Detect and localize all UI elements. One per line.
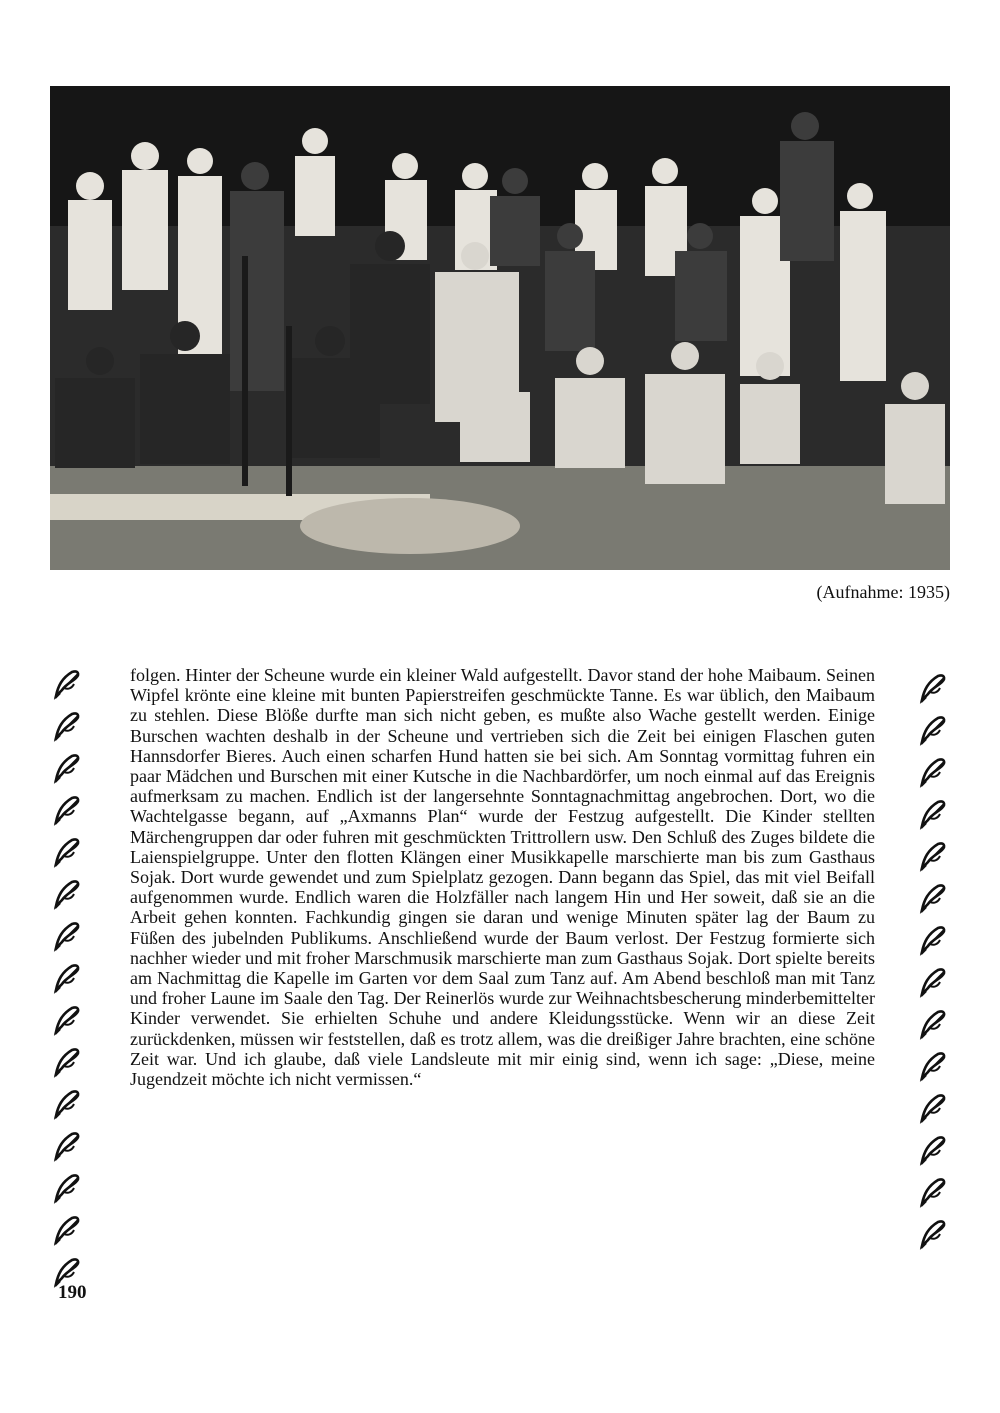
leaf-ornament-icon xyxy=(52,1004,82,1036)
leaf-ornament-icon xyxy=(52,752,82,784)
leaf-ornament-icon xyxy=(52,962,82,994)
leaf-ornament-icon xyxy=(918,840,948,872)
leaf-ornament-icon xyxy=(918,1092,948,1124)
group-photo xyxy=(50,86,950,570)
body-text xyxy=(130,665,875,1089)
leaf-ornament-icon xyxy=(918,714,948,746)
leaf-ornament-icon xyxy=(52,1214,82,1246)
leaf-ornament-icon xyxy=(918,672,948,704)
leaf-ornament-icon xyxy=(918,1050,948,1082)
leaf-ornament-icon xyxy=(918,1176,948,1208)
leaf-ornament-icon xyxy=(918,924,948,956)
leaf-ornament-icon xyxy=(52,1046,82,1078)
leaf-ornament-icon xyxy=(918,1008,948,1040)
page-number: 190 xyxy=(58,1282,87,1303)
leaf-ornament-icon xyxy=(918,882,948,914)
leaf-ornament-icon xyxy=(52,1172,82,1204)
leaf-ornament-icon xyxy=(52,710,82,742)
leaf-ornament-icon xyxy=(918,756,948,788)
leaf-ornament-icon xyxy=(52,1130,82,1162)
leaf-ornament-icon xyxy=(52,1088,82,1120)
right-ornament-column xyxy=(918,672,950,1250)
leaf-ornament-icon xyxy=(52,794,82,826)
leaf-ornament-icon xyxy=(918,1218,948,1250)
leaf-ornament-icon xyxy=(918,966,948,998)
leaf-ornament-icon xyxy=(52,920,82,952)
leaf-ornament-icon xyxy=(52,878,82,910)
leaf-ornament-icon xyxy=(52,836,82,868)
left-ornament-column xyxy=(52,668,84,1288)
photo-caption: (Aufnahme: 1935) xyxy=(816,582,950,602)
leaf-ornament-icon xyxy=(918,1134,948,1166)
body-paragraph: folgen. Hinter der Scheune wurde ein kleiner Wald aufgestellt. Davor stand der hohe Maibaum. Seinen Wipfel krönte eine kleine mit bunten Papierstreifen geschmückte Tanne. Es war üblich, den Maibaum zu stehlen. Diese Blöße durfte man sich nicht geben, es mußte also Wache gestellt werden. Einige Burschen wachten deshalb in der Scheune und vertrieben sich die Zeit bei einigen Flaschen guten Hannsdorfer Bieres. Auch einen scharfen Hund hatten sie bei sich. Am Sonntag vormittag fuhren ein paar Mädchen und Burschen mit einer Kutsche in die Nachbardörfer, um noch einmal auf das Ereignis aufmerksam zu machen. Endlich ist der langersehnte Sonntagnachmittag angebrochen. Dort, wo die Wachtelgasse begann, auf „Axmanns Plan“ wurde der Festzug aufgestellt. Die Kinder stellten Märchengruppen dar oder fuhren mit geschmückten Trittrollern usw. Den Schluß des Zuges bildete die Laienspielgruppe. Unter den flotten Klängen einer Musikkapelle marschierte man bis zum Gasthaus Sojak. Dort wurde gewendet und zum Spielplatz gezogen. Dann begann das Spiel, das mit viel Beifall aufgenommen wurde. Endlich waren die Holzfäller nach langem Hin und Her soweit, daß sie an die Arbeit gehen konnten. Fachkundig gingen sie daran und wenige Minuten später lag der Baum zu Füßen des jubelnden Publikums. Anschließend wurde der Baum verlost. Der Festzug formierte sich nachher wieder und mit froher Marschmusik marschierte man zum Gasthaus Sojak. Dort spielte bereits am Nachmittag die Kapelle im Garten vor dem Saal zum Tanz auf. Am Abend beschloß man mit Tanz und froher Laune im Saale den Tag. Der Reinerlös wurde zur Weihnachtsbescherung minderbemittelter Kinder verwendet. Sie erhielten Schuhe und andere Kleidungsstücke. Wenn wir an diese Zeit zurückdenken, müssen wir feststellen, daß es trotz allem, was die dreißiger Jahre brachten, eine schöne Zeit war. Und ich glaube, daß viele Landsleute mit mir einig sind, wenn ich sage: „Diese, meine Jugendzeit möchte ich nicht vermissen.“ xyxy=(130,665,875,1090)
group-photo-icon xyxy=(50,86,950,570)
leaf-ornament-icon xyxy=(52,668,82,700)
leaf-ornament-icon xyxy=(918,798,948,830)
